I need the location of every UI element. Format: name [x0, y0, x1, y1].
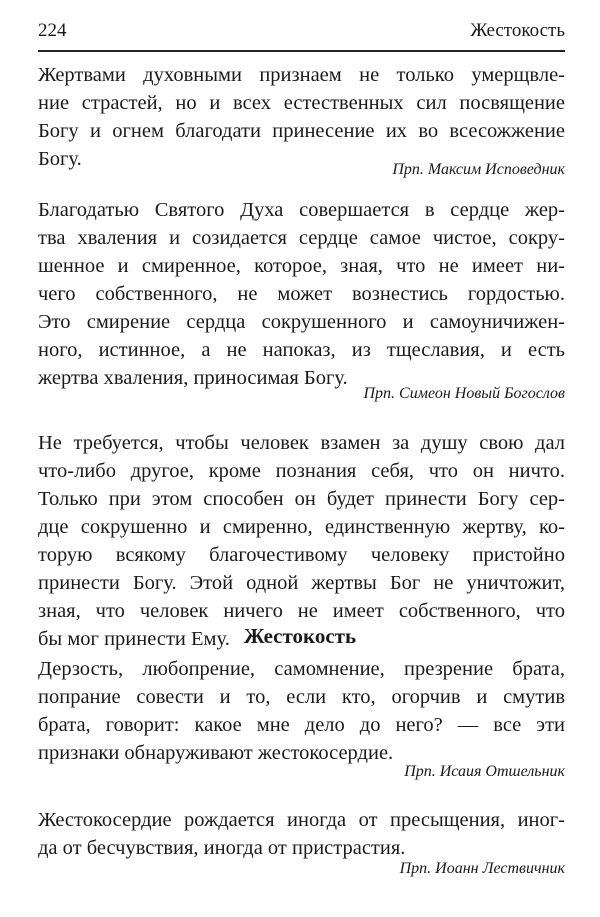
text-line: ного, истинное, а не напоказ, из тщеславия, и есть — [38, 339, 565, 361]
text-line: Жертвами духовными признаем не только умерщвле- — [38, 64, 565, 86]
text-line: что-либо другое, кроме познания себя, что он ничто. — [38, 460, 565, 482]
text-line: Дерзость, любопрение, самомнение, презрение брата, — [38, 658, 565, 680]
section-heading: Жестокость — [243, 624, 357, 648]
text-line: Только при этом способен он будет принести Богу сер- — [38, 488, 565, 510]
text-line: признаки обнаруживают жестокосердие. — [38, 742, 394, 764]
text-line: торую всякому благочестивому человеку пристойно — [38, 544, 565, 566]
header-rule — [38, 50, 565, 52]
text-line: дце сокрушенно и смиренно, единственную жертву, ко- — [38, 516, 565, 538]
text-line: чего собственного, не может вознестись гордостью. — [38, 283, 565, 305]
quote-author: Прп. Максим Исповедник — [392, 161, 565, 178]
page-number: 224 — [38, 20, 67, 41]
quote-author: Прп. Иоанн Лествичник — [399, 860, 565, 877]
text-line: Это смирение сердца сокрушенного и самоуничижен- — [38, 311, 565, 333]
text-line: да от бесчувствия, иногда от пристрастия. — [38, 837, 406, 859]
text-line: Жестокосердие рождается иногда от пресыщения, иног- — [38, 809, 565, 831]
text-line: тва хваления и созидается сердце самое чистое, сокру- — [38, 227, 565, 249]
quote-author: Прп. Исаия Отшельник — [404, 763, 565, 780]
text-line: Богу и огнем благодати принесение их во всесожжение — [38, 120, 565, 142]
text-line: Богу. — [38, 148, 82, 170]
text-line: брата, говорит: какое мне дело до него? — все эти — [38, 714, 565, 736]
quote-author: Прп. Симеон Новый Богослов — [363, 385, 565, 402]
text-line: Благодатью Святого Духа совершается в сердце жер- — [38, 199, 565, 221]
running-title: Жестокость — [470, 20, 565, 41]
text-line: Не требуется, чтобы человек взамен за душу свою дал — [38, 432, 565, 454]
text-line: ние страстей, но и всех естественных сил посвящение — [38, 92, 565, 114]
text-line: зная, что человек ничего не имеет собственного, что — [38, 600, 565, 622]
text-line: жертва хваления, приносимая Богу. — [38, 367, 348, 389]
text-line: попрание совести и то, если кто, огорчив и смутив — [38, 686, 565, 708]
text-line: принести Богу. Этой одной жертвы Бог не уничтожит, — [38, 572, 565, 594]
text-line: шенное и смиренное, которое, зная, что не имеет ни- — [38, 255, 565, 277]
text-line: бы мог принести Ему. — [38, 628, 230, 650]
